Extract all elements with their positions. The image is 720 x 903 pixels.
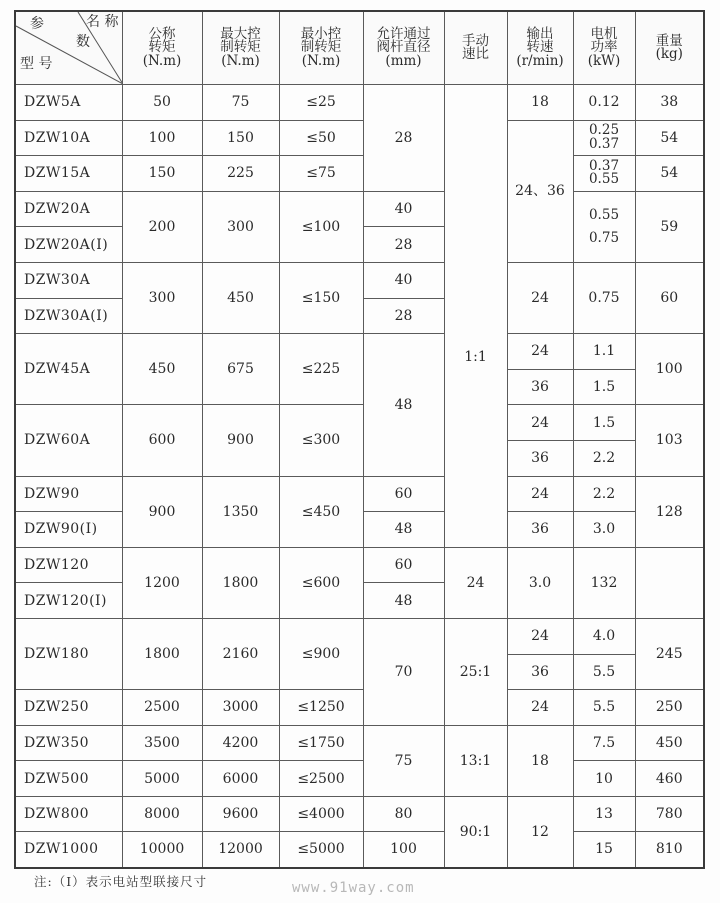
max-torque-cell: 150	[202, 120, 279, 156]
manual-ratio-cell: 1:1	[444, 85, 507, 548]
max-torque-cell: 300	[202, 191, 279, 262]
rated-torque-cell: 50	[122, 85, 202, 121]
weight-cell: 54	[635, 156, 704, 192]
min-torque-cell: ≤2500	[279, 761, 363, 797]
stem-diameter-cell: 60	[363, 547, 444, 583]
max-torque-cell: 1350	[202, 476, 279, 547]
corner-header-cell	[15, 11, 122, 85]
max-torque-cell: 9600	[202, 796, 279, 832]
max-torque-cell: 225	[202, 156, 279, 192]
stem-diameter-cell: 48	[363, 583, 444, 619]
output-speed-cell: 24	[507, 262, 573, 333]
motor-power-cell: 0.37 0.55	[573, 156, 635, 192]
weight-cell: 245	[635, 618, 704, 689]
watermark: www.91way.com	[292, 880, 415, 896]
weight-cell: 38	[635, 85, 704, 121]
model-cell: DZW30A	[15, 262, 122, 298]
model-cell: DZW20A(I)	[15, 227, 122, 263]
manual-ratio-cell: 13:1	[444, 725, 507, 796]
motor-power-cell: 7.5	[573, 725, 635, 761]
weight-cell: 780	[635, 796, 704, 832]
rated-torque-cell: 600	[122, 405, 202, 476]
weight-cell: 450	[635, 725, 704, 761]
rated-torque-cell: 150	[122, 156, 202, 192]
max-torque-cell: 900	[202, 405, 279, 476]
table-row	[15, 85, 704, 121]
model-cell: DZW45A	[15, 334, 122, 405]
motor-power-cell: 1.5	[573, 369, 635, 405]
corner-label-count: 数	[76, 34, 90, 50]
rated-torque-cell: 3500	[122, 725, 202, 761]
weight-cell: 100	[635, 334, 704, 405]
footnote: 注:（I）表示电站型联接尺寸	[34, 874, 208, 889]
min-torque-cell: ≤600	[279, 547, 363, 618]
model-cell: DZW20A	[15, 191, 122, 227]
motor-power-cell: 3.0	[573, 512, 635, 548]
weight-cell: 128	[635, 476, 704, 547]
model-cell: DZW30A(I)	[15, 298, 122, 334]
weight-cell: 60	[635, 262, 704, 333]
table-row	[15, 761, 704, 797]
stem-diameter-cell: 40	[363, 191, 444, 227]
rated-torque-cell: 5000	[122, 761, 202, 797]
col-header-motor-power: 电机 功率 (kW)	[573, 11, 635, 85]
stem-diameter-cell: 60	[363, 476, 444, 512]
output-speed-cell: 18	[507, 85, 573, 121]
rated-torque-cell: 10000	[122, 832, 202, 868]
model-cell: DZW250	[15, 690, 122, 726]
min-torque-cell: ≤1250	[279, 690, 363, 726]
col-header-rated-torque: 公称 转矩 (N.m)	[122, 11, 202, 85]
min-torque-cell: ≤225	[279, 334, 363, 405]
motor-power-cell: 0.55 0.75	[573, 191, 635, 262]
rated-torque-cell: 450	[122, 334, 202, 405]
weight-cell: 59	[635, 191, 704, 262]
model-cell: DZW90(I)	[15, 512, 122, 548]
max-torque-cell: 4200	[202, 725, 279, 761]
max-torque-cell: 1800	[202, 547, 279, 618]
motor-power-cell: 3.0	[507, 547, 573, 618]
model-cell: DZW180	[15, 618, 122, 689]
max-torque-cell: 2160	[202, 618, 279, 689]
stem-diameter-cell: 40	[363, 262, 444, 298]
model-cell: DZW120	[15, 547, 122, 583]
corner-label-name: 名 称	[86, 14, 119, 30]
stem-diameter-cell: 28	[363, 85, 444, 192]
output-speed-cell: 12	[507, 796, 573, 867]
min-torque-cell: ≤1750	[279, 725, 363, 761]
output-speed-cell: 24	[507, 618, 573, 654]
stem-diameter-cell: 100	[363, 832, 444, 868]
rated-torque-cell: 300	[122, 262, 202, 333]
min-torque-cell: ≤50	[279, 120, 363, 156]
output-speed-cell: 18	[507, 725, 573, 796]
output-speed-cell: 36	[507, 440, 573, 476]
output-speed-cell: 36	[507, 369, 573, 405]
min-torque-cell: ≤75	[279, 156, 363, 192]
actuator-spec-table	[14, 10, 705, 869]
stem-diameter-cell: 48	[363, 334, 444, 476]
col-header-output-speed: 输出 转速 (r/min)	[507, 11, 573, 85]
max-torque-cell: 6000	[202, 761, 279, 797]
output-speed-cell: 24	[507, 405, 573, 441]
max-torque-cell: 12000	[202, 832, 279, 868]
motor-power-cell: 5.5	[573, 690, 635, 726]
motor-power-cell: 4.0	[573, 618, 635, 654]
max-torque-cell: 3000	[202, 690, 279, 726]
model-cell: DZW1000	[15, 832, 122, 868]
stem-diameter-cell: 28	[363, 298, 444, 334]
table-row	[15, 191, 704, 227]
output-speed-cell: 24	[507, 690, 573, 726]
corner-label-model: 型 号	[20, 56, 53, 72]
model-cell: DZW120(I)	[15, 583, 122, 619]
table-row	[15, 262, 704, 298]
model-cell: DZW60A	[15, 405, 122, 476]
max-torque-cell: 675	[202, 334, 279, 405]
output-speed-cell: 36	[507, 654, 573, 690]
rated-torque-cell: 200	[122, 191, 202, 262]
manual-ratio-cell: 25:1	[444, 618, 507, 725]
col-header-weight: 重量 (kg)	[635, 11, 704, 85]
model-cell: DZW90	[15, 476, 122, 512]
motor-power-cell: 2.2	[573, 440, 635, 476]
rated-torque-cell: 900	[122, 476, 202, 547]
corner-label-param: 参	[30, 16, 44, 32]
output-speed-cell: 24	[444, 547, 507, 618]
model-cell: DZW800	[15, 796, 122, 832]
table-row	[15, 334, 704, 370]
motor-power-cell: 1.5	[573, 405, 635, 441]
model-cell: DZW500	[15, 761, 122, 797]
model-cell: DZW10A	[15, 120, 122, 156]
model-cell: DZW5A	[15, 85, 122, 121]
max-torque-cell: 450	[202, 262, 279, 333]
weight-cell: 103	[635, 405, 704, 476]
output-speed-cell: 36	[507, 512, 573, 548]
motor-power-cell: 0.12	[573, 85, 635, 121]
min-torque-cell: ≤5000	[279, 832, 363, 868]
min-torque-cell: ≤900	[279, 618, 363, 689]
table-row	[15, 120, 704, 156]
motor-power-cell: 0.75	[573, 262, 635, 333]
rated-torque-cell: 1200	[122, 547, 202, 618]
weight-cell: 250	[635, 690, 704, 726]
min-torque-cell: ≤100	[279, 191, 363, 262]
stem-diameter-cell: 28	[363, 227, 444, 263]
manual-ratio-cell: 90:1	[444, 796, 507, 867]
model-cell: DZW15A	[15, 156, 122, 192]
table-row	[15, 405, 704, 441]
output-speed-cell: 24	[507, 334, 573, 370]
rated-torque-cell: 100	[122, 120, 202, 156]
motor-power-cell: 10	[573, 761, 635, 797]
max-torque-cell: 75	[202, 85, 279, 121]
stem-diameter-cell: 75	[363, 725, 444, 796]
motor-power-cell: 2.2	[573, 476, 635, 512]
col-header-stem-diameter: 允许通过 阀杆直径 (mm)	[363, 11, 444, 85]
min-torque-cell: ≤25	[279, 85, 363, 121]
table-row	[15, 547, 704, 583]
table-row	[15, 618, 704, 654]
table-row	[15, 156, 704, 192]
table-row	[15, 725, 704, 761]
min-torque-cell: ≤300	[279, 405, 363, 476]
output-speed-cell: 24	[507, 476, 573, 512]
motor-power-cell: 1.1	[573, 334, 635, 370]
motor-power-cell: 15	[573, 832, 635, 868]
min-torque-cell: ≤450	[279, 476, 363, 547]
min-torque-cell: ≤4000	[279, 796, 363, 832]
stem-diameter-cell: 80	[363, 796, 444, 832]
stem-diameter-cell: 48	[363, 512, 444, 548]
rated-torque-cell: 2500	[122, 690, 202, 726]
weight-cell: 54	[635, 120, 704, 156]
min-torque-cell: ≤150	[279, 262, 363, 333]
col-header-max-torque: 最大控 制转矩 (N.m)	[202, 11, 279, 85]
table-row	[15, 832, 704, 868]
weight-cell: 132	[573, 547, 635, 618]
col-header-min-torque: 最小控 制转矩 (N.m)	[279, 11, 363, 85]
motor-power-cell: 13	[573, 796, 635, 832]
motor-power-cell: 5.5	[573, 654, 635, 690]
motor-power-cell: 0.25 0.37	[573, 120, 635, 156]
table-row	[15, 690, 704, 726]
col-header-manual-ratio: 手动 速比	[444, 11, 507, 85]
rated-torque-cell: 1800	[122, 618, 202, 689]
rated-torque-cell: 8000	[122, 796, 202, 832]
table-row	[15, 796, 704, 832]
output-speed-cell: 24、36	[507, 120, 573, 262]
stem-diameter-cell: 70	[363, 618, 444, 725]
model-cell: DZW350	[15, 725, 122, 761]
table-row	[15, 476, 704, 512]
weight-cell: 810	[635, 832, 704, 868]
weight-cell: 460	[635, 761, 704, 797]
